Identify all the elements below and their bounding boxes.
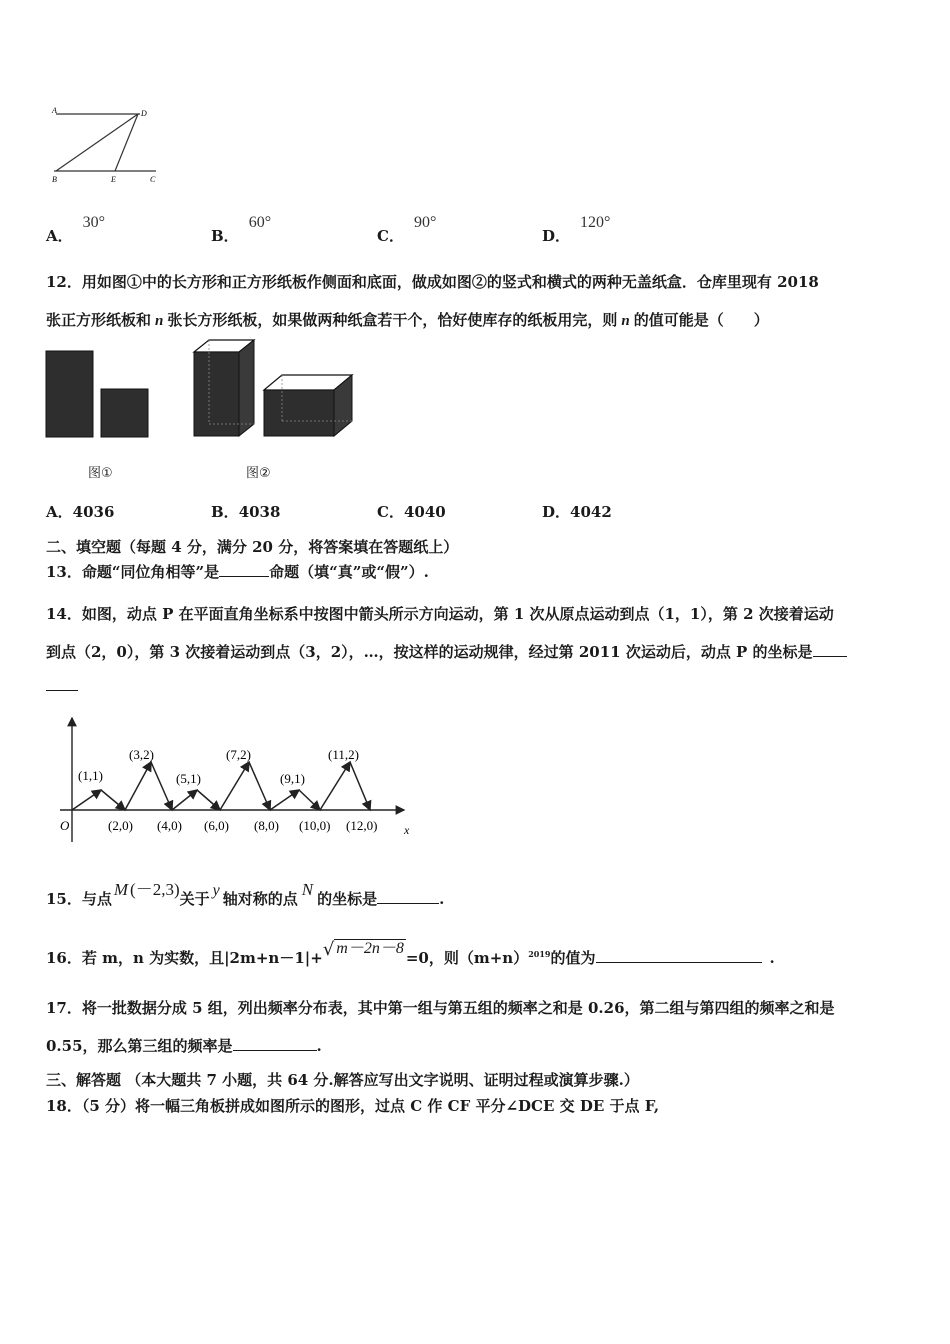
q15-text-b: 关于 — [179, 890, 210, 908]
q12-text-c: 的值可能是（ ） — [633, 311, 769, 329]
label-a: A — [52, 106, 57, 115]
point-label: (8,0) — [254, 818, 279, 833]
option-letter: C． — [377, 227, 404, 245]
q12-option-a[interactable] — [46, 501, 114, 522]
point-label: (1,1) — [78, 768, 103, 783]
q12-fig2-label: 图② — [246, 466, 271, 481]
label-d: D — [141, 109, 147, 118]
option-value: 4040 — [403, 503, 446, 521]
option-letter: D． — [542, 227, 571, 245]
origin-label: O — [60, 818, 70, 833]
point-m: M — [113, 880, 129, 899]
q12-option-c[interactable] — [377, 501, 446, 522]
q16-text-b: =0，则（m+n） — [405, 949, 529, 967]
q12-figure — [44, 338, 359, 442]
section-3-heading: 三、解答题 （本大题共 7 小题，共 64 分.解答应写出文字说明、证明过程或演算步骤.） — [46, 1071, 639, 1089]
q16: 16．若 m，n 为实数，且|2m+n－1|+√ m－2n－8=0，则$(m+n)^{2019}$的值为 . — [46, 939, 775, 967]
point-label: (10,0) — [299, 818, 331, 833]
q14-motion-figure — [54, 712, 424, 850]
option-value: 120° — [580, 214, 611, 231]
x-axis-label: x — [404, 823, 410, 837]
q12-fig1-label: 图① — [88, 466, 113, 481]
horizontal-box — [264, 375, 352, 436]
q16-text-a: 16．若 m，n 为实数，且|2m+n－1|+ — [46, 949, 323, 967]
q12-option-d[interactable] — [542, 501, 612, 522]
option-value: 30° — [82, 214, 106, 231]
point-label: (6,0) — [204, 818, 229, 833]
q15-text-a: 15．与点 — [46, 890, 112, 908]
q14-text: 到点（2，0），第 3 次接着运动到点（3，2），…，按这样的运动规律，经过第 2011 次运动后，动点 P 的坐标是 — [46, 643, 813, 661]
answer-blank[interactable] — [233, 1036, 317, 1051]
q13 — [46, 561, 429, 582]
point-label: (9,1) — [280, 771, 305, 786]
q11-option-d[interactable] — [542, 214, 611, 246]
q11-option-a[interactable] — [46, 214, 106, 246]
option-letter: A． — [46, 227, 73, 245]
q17-line-1: 17．将一批数据分成 5 组，列出频率分布表，其中第一组与第五组的频率之和是 0.26，第二组与第四组的频率之和是 — [46, 999, 835, 1017]
option-value: 4038 — [238, 503, 281, 521]
option-value: 4042 — [570, 503, 612, 521]
rectangle-board — [46, 351, 93, 437]
q12-text-b: 张长方形纸板，如果做两种纸盒若干个，恰好使库存的纸板用完，则 — [167, 311, 618, 329]
axis-y: y — [212, 882, 220, 899]
answer-blank[interactable] — [596, 948, 762, 963]
q17-line-2: 0.55，那么第三组的频率是 . — [46, 1037, 322, 1055]
sqrt-expression: m－2n－8 — [336, 940, 404, 957]
answer-blank[interactable] — [219, 562, 269, 577]
q13-text-a: 13．命题“同位角相等”是 — [46, 563, 220, 581]
square-board — [101, 389, 148, 437]
point-label: (7,2) — [226, 747, 251, 762]
option-value: 4036 — [72, 503, 115, 521]
option-letter: C． — [377, 503, 404, 521]
q12-option-b[interactable] — [211, 501, 280, 522]
exponent: 2019 — [528, 949, 551, 959]
point-label: (4,0) — [157, 818, 182, 833]
option-letter: D． — [542, 503, 571, 521]
option-letter: A． — [46, 503, 73, 521]
q15-text-d: 的坐标是 — [317, 890, 378, 908]
point-label: (12,0) — [346, 818, 378, 833]
variable-n: n — [155, 313, 164, 329]
answer-blank[interactable] — [813, 642, 847, 657]
option-value: 60° — [248, 214, 272, 231]
section-2-heading: 二、填空题（每题 4 分，满分 20 分，将答案填在答题纸上） — [46, 538, 459, 556]
answer-blank[interactable] — [377, 889, 439, 904]
point-label: (11,2) — [328, 747, 359, 762]
q14-line-1: 14．如图，动点 P 在平面直角坐标系中按图中箭头所示方向运动，第 1 次从原点运动到点（1，1），第 2 次接着运动 — [46, 605, 834, 623]
option-letter: B． — [211, 227, 239, 245]
motion-path — [72, 762, 370, 810]
q16-text-c: 的值为 — [550, 949, 596, 967]
q15-text-c: 轴对称的点 — [222, 890, 298, 908]
q11-option-b[interactable] — [211, 214, 272, 246]
sqrt-icon: √ — [322, 939, 335, 960]
point-label: (5,1) — [176, 771, 201, 786]
q13-text-b: 命题（填“真”或“假”）. — [269, 563, 429, 581]
option-letter: B． — [211, 503, 239, 521]
q18: 18．（5 分）将一幅三角板拼成如图所示的图形，过点 C 作 CF 平分∠DCE 交 DE 于点 F, — [46, 1097, 660, 1115]
point-label: (2,0) — [108, 818, 133, 833]
variable-n: n — [621, 313, 630, 329]
label-c: C — [150, 175, 156, 184]
label-b: B — [52, 175, 57, 184]
label-e: E — [111, 175, 116, 184]
option-value: 90° — [413, 214, 437, 231]
point-n: N — [301, 880, 314, 899]
answer-blank-continued[interactable] — [46, 676, 78, 691]
q12-line-2 — [46, 309, 769, 330]
q17-text: 0.55，那么第三组的频率是 — [46, 1037, 233, 1055]
q12-text-a: 张正方形纸板和 — [46, 311, 152, 329]
q14-line-2 — [46, 641, 847, 662]
q11-option-c[interactable] — [377, 214, 437, 246]
line-bd — [56, 114, 138, 171]
q11-figure — [48, 100, 168, 190]
q12-line-1: 12．用如图①中的长方形和正方形纸板作侧面和底面，做成如图②的竖式和横式的两种无盖纸盒．仓库里现有 2018 — [46, 273, 819, 291]
q15: 15．与点 M (－2,3)关于 y 轴对称的点 N 的坐标是 . — [46, 880, 445, 908]
point-m-coords: (－2,3) — [130, 880, 180, 899]
point-label: (3,2) — [129, 747, 154, 762]
vertical-box — [194, 340, 254, 436]
